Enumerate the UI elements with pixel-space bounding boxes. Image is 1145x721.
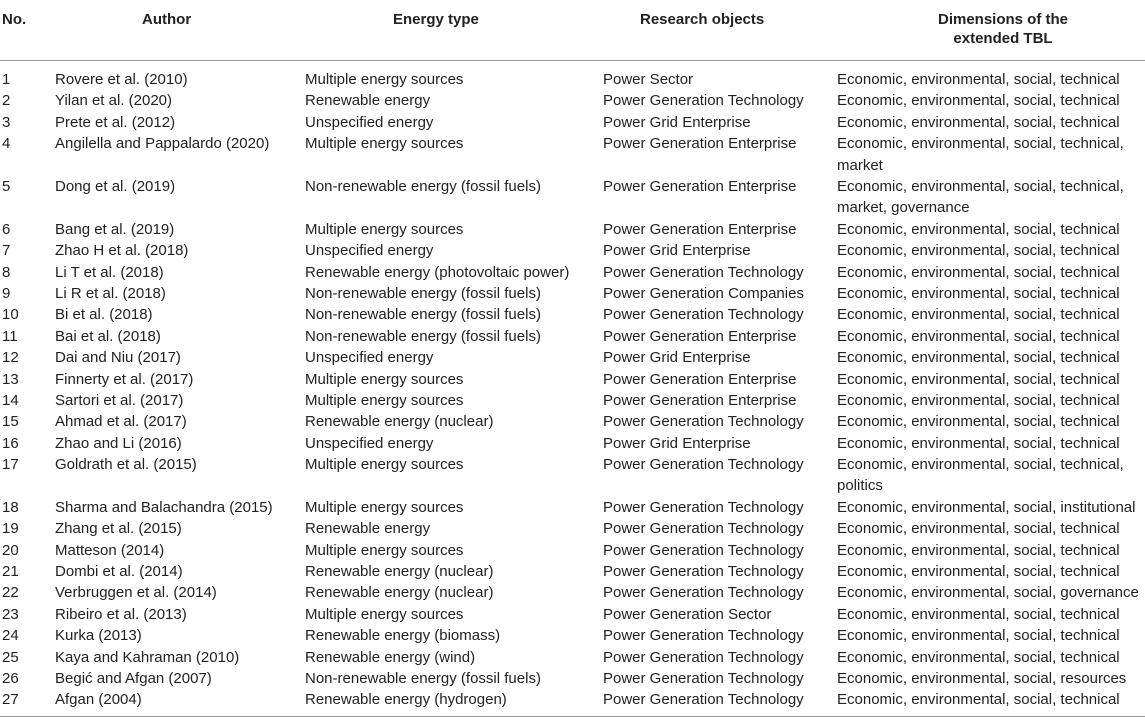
row-energy-type: Renewable energy (biomass)	[305, 627, 501, 645]
row-energy-type: Renewable energy (wind)	[305, 648, 476, 666]
table-row	[0, 540, 1145, 561]
row-research-objects: Power Generation Enterprise	[603, 135, 797, 153]
row-research-objects: Power Generation Technology	[603, 669, 804, 687]
row-research-objects: Power Generation Enterprise	[603, 177, 797, 195]
row-dimensions	[837, 454, 1145, 497]
row-author: Ribeiro et al. (2013)	[55, 605, 187, 623]
row-dimensions-line: Economic, environmental, social, technical	[837, 306, 1120, 324]
table-row	[0, 283, 1145, 304]
table-row	[0, 582, 1145, 603]
header-dimensions	[910, 10, 1096, 48]
row-number: 14	[2, 391, 19, 409]
row-dimensions-line: Economic, environmental, social, technical	[837, 563, 1120, 581]
table-row	[0, 326, 1145, 347]
row-dimensions	[837, 433, 1145, 454]
row-number: 9	[2, 284, 11, 302]
row-author: Afgan (2004)	[55, 691, 142, 709]
row-research-objects: Power Generation Technology	[603, 498, 804, 516]
row-author: Kurka (2013)	[55, 627, 142, 645]
row-author: Angilella and Pappalardo (2020)	[55, 135, 270, 153]
row-author: Zhang et al. (2015)	[55, 520, 182, 538]
row-dimensions	[837, 283, 1145, 304]
row-research-objects: Power Grid Enterprise	[603, 113, 751, 131]
row-dimensions	[837, 369, 1145, 390]
table-row	[0, 240, 1145, 261]
row-dimensions	[837, 326, 1145, 347]
row-research-objects: Power Generation Enterprise	[603, 370, 797, 388]
table-row	[0, 497, 1145, 518]
row-dimensions	[837, 689, 1145, 710]
row-dimensions	[837, 411, 1145, 432]
row-energy-type: Unspecified energy	[305, 242, 434, 260]
row-energy-type: Unspecified energy	[305, 113, 434, 131]
row-research-objects: Power Generation Technology	[603, 541, 804, 559]
row-author: Verbruggen et al. (2014)	[55, 584, 217, 602]
row-dimensions-line: Economic, environmental, social, technical	[837, 605, 1120, 623]
row-dimensions	[837, 347, 1145, 368]
row-number: 17	[2, 456, 19, 474]
row-number: 18	[2, 498, 19, 516]
row-number: 4	[2, 135, 11, 153]
row-dimensions	[837, 390, 1145, 411]
table-row	[0, 369, 1145, 390]
row-dimensions	[837, 240, 1145, 261]
row-research-objects: Power Generation Companies	[603, 284, 804, 302]
header-dimensions-line2: extended TBL	[953, 30, 1053, 47]
row-research-objects: Power Generation Technology	[603, 520, 804, 538]
row-author: Dong et al. (2019)	[55, 177, 176, 195]
row-dimensions	[837, 219, 1145, 240]
row-author: Zhao and Li (2016)	[55, 434, 182, 452]
row-energy-type: Multiple energy sources	[305, 498, 464, 516]
row-author: Prete et al. (2012)	[55, 113, 176, 131]
table-row	[0, 304, 1145, 325]
row-energy-type: Renewable energy	[305, 520, 431, 538]
row-energy-type: Unspecified energy	[305, 349, 434, 367]
header-no: No.	[2, 11, 27, 28]
header-dimensions-line1: Dimensions of the	[937, 11, 1068, 28]
row-author: Rovere et al. (2010)	[55, 71, 188, 88]
row-dimensions-line: Economic, environmental, social, governance	[837, 584, 1139, 602]
row-author: Dombi et al. (2014)	[55, 563, 183, 581]
row-dimensions	[837, 133, 1145, 176]
table-row	[0, 69, 1145, 90]
row-number: 24	[2, 627, 19, 645]
row-dimensions-line: politics	[837, 477, 883, 495]
row-research-objects: Power Generation Technology	[603, 92, 804, 110]
row-author: Sharma and Balachandra (2015)	[55, 498, 273, 516]
row-dimensions-line: Economic, environmental, social, technical	[837, 220, 1120, 238]
row-number: 12	[2, 349, 19, 367]
row-dimensions-line: Economic, environmental, social, institutional	[837, 498, 1136, 516]
table-row	[0, 433, 1145, 454]
row-author: Li T et al. (2018)	[55, 263, 164, 281]
table-body	[0, 69, 1145, 711]
row-number: 6	[2, 220, 11, 238]
row-energy-type: Multiple energy sources	[305, 391, 464, 409]
row-number: 13	[2, 370, 19, 388]
row-dimensions	[837, 540, 1145, 561]
row-dimensions-line: Economic, environmental, social, technical	[837, 349, 1120, 367]
row-energy-type: Multiple energy sources	[305, 541, 464, 559]
row-dimensions-line: Economic, environmental, social, technical	[837, 242, 1120, 260]
row-number: 5	[2, 177, 11, 195]
header-author: Author	[142, 11, 192, 28]
row-dimensions	[837, 69, 1145, 90]
row-author: Ahmad et al. (2017)	[55, 413, 187, 431]
row-energy-type: Non-renewable energy (fossil fuels)	[305, 284, 541, 302]
row-number: 22	[2, 584, 19, 602]
row-dimensions-line: Economic, environmental, social, technical	[837, 327, 1120, 345]
row-dimensions-line: Economic, environmental, social, technical	[837, 413, 1120, 431]
row-dimensions	[837, 668, 1145, 689]
row-energy-type: Multiple energy sources	[305, 605, 464, 623]
row-number: 23	[2, 605, 19, 623]
table-bottom-rule	[0, 716, 1145, 717]
row-energy-type: Renewable energy (hydrogen)	[305, 691, 507, 709]
row-energy-type: Multiple energy sources	[305, 456, 464, 474]
table-row	[0, 625, 1145, 646]
row-number: 16	[2, 434, 19, 452]
row-author: Kaya and Kahraman (2010)	[55, 648, 240, 666]
row-research-objects: Power Grid Enterprise	[603, 242, 751, 260]
row-energy-type: Multiple energy sources	[305, 71, 464, 88]
row-research-objects: Power Generation Technology	[603, 456, 804, 474]
table-row	[0, 390, 1145, 411]
row-research-objects: Power Generation Technology	[603, 263, 804, 281]
row-number: 11	[2, 327, 18, 345]
row-dimensions-line: Economic, environmental, social, technical,	[837, 177, 1124, 195]
row-dimensions-line: Economic, environmental, social, technical	[837, 113, 1120, 131]
row-author: Goldrath et al. (2015)	[55, 456, 197, 474]
row-number: 8	[2, 263, 11, 281]
row-dimensions-line: Economic, environmental, social, technical	[837, 627, 1120, 645]
table-row	[0, 219, 1145, 240]
row-number: 1	[2, 71, 11, 88]
table-row	[0, 518, 1145, 539]
table-row	[0, 112, 1145, 133]
row-dimensions-line: Economic, environmental, social, technical	[837, 92, 1120, 110]
row-author: Dai and Niu (2017)	[55, 349, 181, 367]
row-number: 7	[2, 242, 11, 260]
row-research-objects: Power Generation Technology	[603, 648, 804, 666]
row-dimensions-line: Economic, environmental, social, technical	[837, 648, 1120, 666]
row-author: Li R et al. (2018)	[55, 284, 166, 302]
row-research-objects: Power Grid Enterprise	[603, 349, 751, 367]
row-energy-type: Unspecified energy	[305, 434, 434, 452]
row-research-objects: Power Generation Enterprise	[603, 327, 797, 345]
row-number: 2	[2, 92, 11, 110]
row-author: Zhao H et al. (2018)	[55, 242, 189, 260]
table-row	[0, 668, 1145, 689]
row-number: 27	[2, 691, 19, 709]
row-dimensions-line: Economic, environmental, social, technical	[837, 370, 1120, 388]
table-header	[0, 0, 1145, 61]
table-row	[0, 411, 1145, 432]
row-dimensions-line: Economic, environmental, social, technical,	[837, 456, 1124, 474]
row-author: Finnerty et al. (2017)	[55, 370, 194, 388]
row-dimensions	[837, 90, 1145, 111]
row-dimensions-line: Economic, environmental, social, technical	[837, 284, 1120, 302]
row-dimensions-line: Economic, environmental, social, technical	[837, 541, 1120, 559]
row-research-objects: Power Generation Technology	[603, 413, 804, 431]
row-number: 3	[2, 113, 11, 131]
row-energy-type: Renewable energy (nuclear)	[305, 413, 494, 431]
row-author: Bang et al. (2019)	[55, 220, 175, 238]
row-number: 20	[2, 541, 19, 559]
row-research-objects: Power Grid Enterprise	[603, 434, 751, 452]
row-number: 26	[2, 669, 19, 687]
row-research-objects: Power Generation Enterprise	[603, 220, 797, 238]
row-research-objects: Power Generation Technology	[603, 563, 804, 581]
row-research-objects: Power Generation Technology	[603, 691, 804, 709]
row-dimensions	[837, 561, 1145, 582]
row-dimensions	[837, 304, 1145, 325]
row-dimensions	[837, 497, 1145, 518]
row-author: Bai et al. (2018)	[55, 327, 161, 345]
row-author: Begić and Afgan (2007)	[55, 669, 212, 687]
row-dimensions-line: Economic, environmental, social, technical	[837, 691, 1120, 709]
row-number: 21	[2, 563, 19, 581]
row-dimensions	[837, 647, 1145, 668]
table-row	[0, 689, 1145, 710]
row-research-objects: Power Generation Technology	[603, 584, 804, 602]
row-dimensions-line: market, governance	[837, 199, 970, 217]
table-row	[0, 90, 1145, 111]
row-energy-type: Renewable energy (photovoltaic power)	[305, 263, 570, 281]
row-author: Matteson (2014)	[55, 541, 165, 559]
row-dimensions	[837, 604, 1145, 625]
table-row	[0, 454, 1145, 497]
row-research-objects: Power Sector	[603, 71, 694, 88]
row-dimensions	[837, 112, 1145, 133]
table-row	[0, 347, 1145, 368]
row-number: 25	[2, 648, 19, 666]
row-dimensions-line: Economic, environmental, social, technical	[837, 520, 1120, 538]
row-energy-type: Multiple energy sources	[305, 220, 464, 238]
row-energy-type: Renewable energy	[305, 92, 431, 110]
row-energy-type: Non-renewable energy (fossil fuels)	[305, 177, 541, 195]
header-research-objects: Research objects	[640, 11, 765, 28]
row-number: 15	[2, 413, 19, 431]
table-row	[0, 133, 1145, 176]
row-dimensions	[837, 582, 1145, 603]
row-energy-type: Non-renewable energy (fossil fuels)	[305, 327, 541, 345]
row-dimensions-line: Economic, environmental, social, resources	[837, 669, 1127, 687]
row-dimensions-line: Economic, environmental, social, technical	[837, 263, 1120, 281]
row-author: Bi et al. (2018)	[55, 306, 153, 324]
row-energy-type: Non-renewable energy (fossil fuels)	[305, 669, 541, 687]
row-dimensions-line: Economic, environmental, social, technical,	[837, 135, 1124, 153]
row-number: 19	[2, 520, 19, 538]
row-number: 10	[2, 306, 19, 324]
row-research-objects: Power Generation Technology	[603, 627, 804, 645]
row-research-objects: Power Generation Technology	[603, 306, 804, 324]
table-row	[0, 176, 1145, 219]
row-dimensions-line: market	[837, 156, 883, 174]
row-dimensions-line: Economic, environmental, social, technical	[837, 434, 1120, 452]
row-energy-type: Non-renewable energy (fossil fuels)	[305, 306, 541, 324]
row-dimensions-line: Economic, environmental, social, technical	[837, 391, 1120, 409]
row-dimensions	[837, 518, 1145, 539]
table-row	[0, 262, 1145, 283]
row-research-objects: Power Generation Enterprise	[603, 391, 797, 409]
row-author: Yilan et al. (2020)	[55, 92, 173, 110]
table-row	[0, 561, 1145, 582]
table-row	[0, 604, 1145, 625]
header-energy-type: Energy type	[393, 11, 479, 28]
row-dimensions-line: Economic, environmental, social, technical	[837, 71, 1120, 88]
row-dimensions	[837, 262, 1145, 283]
row-energy-type: Renewable energy (nuclear)	[305, 563, 494, 581]
row-research-objects: Power Generation Sector	[603, 605, 772, 623]
row-energy-type: Multiple energy sources	[305, 370, 464, 388]
table-row	[0, 647, 1145, 668]
row-dimensions	[837, 625, 1145, 646]
row-author: Sartori et al. (2017)	[55, 391, 184, 409]
row-energy-type: Renewable energy (nuclear)	[305, 584, 494, 602]
row-dimensions	[837, 176, 1145, 219]
row-energy-type: Multiple energy sources	[305, 135, 464, 153]
